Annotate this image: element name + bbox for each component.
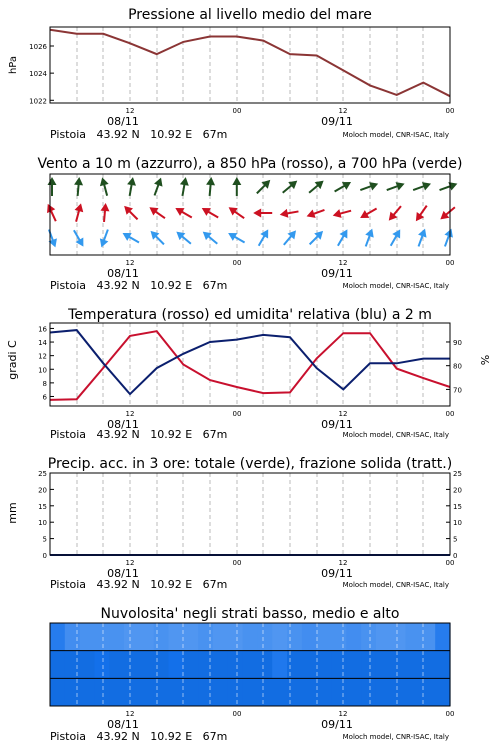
x-tick-label: 12 (338, 259, 348, 267)
cloud-cell (139, 678, 154, 706)
x-tick-label: 12 (338, 410, 348, 418)
wind-arrow (97, 228, 112, 249)
date-label: 09/11 (321, 718, 353, 731)
cloud-cell (183, 678, 198, 706)
wind-arrow-head (74, 177, 84, 186)
cloud-cell (406, 623, 421, 651)
wind-arrow (226, 204, 247, 222)
y-tick-label: 0 (453, 552, 458, 560)
date-label: 08/11 (107, 267, 139, 280)
cloud-cell (361, 623, 376, 651)
wind-title: Vento a 10 m (azzurro), a 850 hPa (rosso), a 700 hPa (verde) (37, 156, 463, 172)
cloud-cell (183, 651, 198, 679)
wind-arrow-head (154, 176, 165, 187)
wind-arrow (98, 176, 112, 197)
wind-arrow (306, 177, 326, 196)
cloud-cell (302, 623, 317, 651)
x-tick-label: 12 (125, 559, 135, 567)
cloud-cell (391, 678, 406, 706)
wind-arrow-head (75, 202, 86, 212)
pressure-title: Pressione al livello medio del mare (128, 7, 372, 23)
wind-arrow (150, 176, 165, 197)
y-tick-label: 5 (453, 535, 458, 544)
x-tick-label: 00 (445, 559, 455, 567)
date-label: 08/11 (107, 567, 139, 580)
cloud-cell (139, 623, 154, 651)
y-tick-label: 8 (42, 379, 47, 388)
x-tick-label: 00 (232, 107, 242, 115)
pressure-footer (50, 128, 449, 141)
precip-credit: Moloch model, CNR-ISAC, Italy (342, 581, 449, 589)
wind-arrow (306, 228, 326, 248)
cloud-cell (169, 623, 184, 651)
y-tick-label: 10 (38, 519, 47, 528)
cloud-cell (257, 678, 272, 706)
cloud-cell (50, 678, 65, 706)
temperature-panel (6, 307, 492, 441)
cloud-cell (94, 623, 109, 651)
y-tick-label: 1026 (29, 43, 47, 51)
wind-arrow-head (365, 227, 376, 238)
wind-arrow (438, 179, 459, 194)
cloud-cell (65, 651, 80, 679)
precip-title: Precip. acc. in 3 ore: totale (verde), frazione solida (tratt.) (47, 456, 453, 472)
cloud-location: Pistoia 43.92 N 10.92 E 67m (50, 730, 228, 743)
wind-x-ticks (107, 259, 454, 280)
wind-arrow-head (340, 227, 352, 238)
x-tick-label: 12 (338, 710, 348, 718)
temperature-y-ticks (38, 325, 54, 401)
cloud-footer (50, 730, 449, 743)
wind-arrow-head (48, 177, 57, 185)
y-tick-label: 5 (42, 535, 47, 544)
cloud-cell (65, 678, 80, 706)
cloud-cell (124, 623, 139, 651)
y-tick-label: 25 (453, 470, 462, 478)
cloud-cell (228, 623, 243, 651)
cloud-cell (257, 623, 272, 651)
cloud-cell (169, 651, 184, 679)
y-tick-label: 25 (38, 470, 47, 478)
wind-arrow-head (206, 177, 216, 186)
wind-arrow (48, 177, 57, 196)
cloud-cell (109, 678, 124, 706)
wind-panel (37, 156, 462, 292)
cloud-cell (406, 678, 421, 706)
cloud-cell (406, 651, 421, 679)
precip-x-ticks (107, 559, 454, 580)
wind-arrow (332, 206, 353, 220)
wind-arrow (100, 203, 111, 223)
wind-location: Pistoia 43.92 N 10.92 E 67m (50, 279, 228, 292)
pressure-location: Pistoia 43.92 N 10.92 E 67m (50, 128, 228, 141)
x-tick-label: 12 (125, 107, 135, 115)
y-tick-label: 1024 (29, 70, 47, 79)
cloud-cell (361, 678, 376, 706)
wind-arrow-head (100, 203, 110, 212)
cloud-cell (317, 651, 332, 679)
x-tick-label: 00 (445, 259, 455, 267)
date-label: 08/11 (107, 418, 139, 431)
cloud-cell (198, 623, 213, 651)
cloud-cell (317, 678, 332, 706)
cloud-cell (287, 678, 302, 706)
wind-arrow (226, 229, 247, 246)
cloud-cell (94, 678, 109, 706)
cloud-cell (109, 651, 124, 679)
cloud-cell (228, 678, 243, 706)
date-label: 09/11 (321, 115, 353, 128)
wind-arrow (121, 203, 141, 223)
temperature-frame (50, 323, 450, 406)
precip-footer (50, 578, 449, 591)
wind-arrow-head (358, 210, 369, 222)
cloud-x-ticks (107, 710, 454, 731)
date-label: 08/11 (107, 718, 139, 731)
cloud-cell (183, 623, 198, 651)
cloud-cell (213, 678, 228, 706)
cloud-cell (272, 651, 287, 679)
date-label: 08/11 (107, 115, 139, 128)
wind-arrow-head (305, 209, 316, 220)
cloud-cell (346, 623, 361, 651)
cloud-cell (169, 678, 184, 706)
cloud-cell (376, 678, 391, 706)
cloud-title: Nuvolosita' negli strati basso, medio e alto (100, 606, 400, 622)
cloud-cell (80, 651, 95, 679)
y-tick-label: 15 (453, 502, 462, 511)
cloud-cell (198, 651, 213, 679)
wind-arrow-head (232, 177, 241, 185)
temperature-credit: Moloch model, CNR-ISAC, Italy (342, 431, 449, 439)
temperature-line (50, 331, 450, 400)
wind-arrow (332, 178, 353, 195)
wind-arrow-head (226, 204, 238, 216)
y-tick-label: 90 (453, 338, 462, 347)
x-tick-label: 12 (125, 259, 135, 267)
wind-arrow-head (412, 212, 424, 224)
x-tick-label: 00 (445, 107, 455, 115)
cloud-cell (228, 651, 243, 679)
wind-arrow (232, 177, 241, 196)
date-label: 09/11 (321, 418, 353, 431)
y-tick-label: 6 (42, 393, 47, 402)
temperature-series (50, 330, 450, 400)
cloud-cell (154, 678, 169, 706)
x-tick-label: 12 (338, 559, 348, 567)
x-tick-label: 12 (125, 410, 135, 418)
y-tick-label: 14 (38, 339, 47, 348)
precip-ylabel: mm (6, 502, 19, 524)
cloud-cell (331, 678, 346, 706)
pressure-series (50, 30, 450, 97)
wind-arrow (178, 176, 190, 196)
wind-arrow-head (253, 209, 261, 218)
wind-arrow-head (180, 176, 190, 185)
wind-arrow (254, 177, 274, 197)
date-label: 09/11 (321, 267, 353, 280)
y-tick-label: 20 (38, 486, 47, 495)
wind-arrow (414, 227, 429, 248)
cloud-cell (154, 623, 169, 651)
cloud-cell (243, 623, 258, 651)
pressure-ylabel: hPa (8, 55, 19, 75)
wind-arrow (45, 228, 60, 249)
cloud-cell (287, 623, 302, 651)
y-tick-label: 15 (38, 502, 47, 511)
cloud-cell (302, 651, 317, 679)
x-tick-label: 00 (232, 259, 242, 267)
cloud-cell (213, 651, 228, 679)
cloud-cell (198, 678, 213, 706)
x-tick-label: 00 (232, 410, 242, 418)
x-tick-label: 00 (232, 559, 242, 567)
wind-arrow (72, 202, 86, 223)
wind-arrow (385, 203, 404, 223)
wind-credit: Moloch model, CNR-ISAC, Italy (342, 282, 449, 290)
cloud-cell (50, 623, 65, 651)
cloud-cell (213, 623, 228, 651)
cloud-cell (272, 623, 287, 651)
precip-grid (77, 473, 423, 555)
temperature-ylabel: gradi C (6, 340, 19, 380)
cloud-cell (287, 651, 302, 679)
pressure-line (50, 30, 450, 97)
wind-arrow-head (127, 176, 137, 185)
humidity-ylabel: % (479, 354, 492, 366)
cloud-cell (302, 678, 317, 706)
cloud-cell (317, 623, 332, 651)
cloud-cell (331, 623, 346, 651)
wind-arrow (361, 227, 376, 248)
cloud-cell (124, 678, 139, 706)
y-tick-label: 80 (453, 362, 462, 371)
wind-arrow (205, 177, 216, 197)
wind-arrow-head (279, 209, 288, 219)
cloud-cell (50, 651, 65, 679)
x-tick-label: 00 (445, 710, 455, 718)
y-tick-label: 12 (38, 352, 47, 361)
wind-arrow-head (226, 229, 237, 241)
y-tick-label: 70 (453, 386, 462, 395)
wind-arrow (125, 176, 137, 196)
wind-arrow-head (199, 204, 210, 216)
cloud-cell (154, 651, 169, 679)
cloud-cell (80, 678, 95, 706)
cloud-cell (376, 651, 391, 679)
humidity-line (50, 330, 450, 394)
wind-arrow-head (422, 179, 433, 190)
wind-arrow (280, 177, 300, 196)
x-tick-label: 12 (338, 107, 348, 115)
wind-arrow (441, 227, 456, 248)
cloud-cell (80, 623, 95, 651)
cloud-cell (376, 623, 391, 651)
wind-arrow (173, 204, 194, 221)
wind-arrow (359, 179, 380, 194)
cloud-cells (50, 623, 451, 706)
wind-arrow-head (369, 179, 380, 190)
cloud-cell (331, 651, 346, 679)
cloud-cell (435, 623, 450, 651)
cloud-cell (109, 623, 124, 651)
x-tick-label: 12 (125, 710, 135, 718)
cloud-cell (257, 651, 272, 679)
cloud-cell (346, 678, 361, 706)
wind-arrow (73, 177, 84, 197)
wind-arrow (412, 203, 430, 224)
cloud-panel (50, 606, 454, 743)
temperature-location: Pistoia 43.92 N 10.92 E 67m (50, 428, 228, 441)
date-label: 09/11 (321, 567, 353, 580)
wind-arrow (305, 206, 326, 221)
precip-y-ticks (38, 470, 54, 560)
temperature-title: Temperatura (rosso) ed umidita' relativa (blu) a 2 m (68, 307, 432, 323)
wind-arrow-head (392, 227, 404, 238)
y-tick-label: 16 (38, 325, 47, 334)
wind-arrow (44, 202, 60, 223)
wind-footer (50, 279, 449, 292)
y-tick-label: 10 (38, 366, 47, 375)
x-tick-label: 00 (445, 410, 455, 418)
wind-arrow-head (342, 178, 353, 190)
wind-arrow-head (332, 209, 342, 220)
cloud-cell (124, 651, 139, 679)
wind-arrow (358, 205, 379, 222)
wind-arrow (437, 204, 457, 223)
cloud-cell (435, 678, 450, 706)
wind-arrow-head (418, 227, 429, 238)
precip-panel (6, 456, 462, 591)
y-tick-label: 10 (453, 519, 462, 528)
wind-arrow (173, 228, 193, 247)
pressure-credit: Moloch model, CNR-ISAC, Italy (342, 131, 449, 139)
cloud-cell (94, 651, 109, 679)
y-tick-label: 20 (453, 486, 462, 495)
wind-arrow-head (44, 202, 56, 213)
pressure-x-ticks (107, 107, 454, 128)
cloud-credit: Moloch model, CNR-ISAC, Italy (342, 733, 449, 741)
cloud-cell (346, 651, 361, 679)
cloud-cell (391, 651, 406, 679)
wind-arrow (120, 229, 141, 246)
cloud-cell (361, 651, 376, 679)
precip-frame (50, 473, 450, 555)
wind-arrow (279, 207, 299, 219)
wind-arrow-head (260, 227, 272, 238)
precip-location: Pistoia 43.92 N 10.92 E 67m (50, 578, 228, 591)
cloud-cell (435, 651, 450, 679)
pressure-panel (8, 7, 454, 141)
cloud-cell (243, 678, 258, 706)
x-tick-label: 00 (232, 710, 242, 718)
y-tick-label: 1022 (29, 97, 47, 106)
y-tick-label: 0 (42, 552, 47, 560)
cloud-cell (391, 623, 406, 651)
wind-arrow (70, 228, 87, 249)
cloud-cell (243, 651, 258, 679)
wind-arrow (387, 227, 404, 248)
wind-arrow (412, 179, 433, 194)
cloud-cell (65, 623, 80, 651)
precip-y2-ticks (446, 470, 462, 560)
cloud-cell (139, 651, 154, 679)
temperature-footer (50, 428, 449, 441)
cloud-cell (272, 678, 287, 706)
wind-arrow (385, 179, 406, 194)
